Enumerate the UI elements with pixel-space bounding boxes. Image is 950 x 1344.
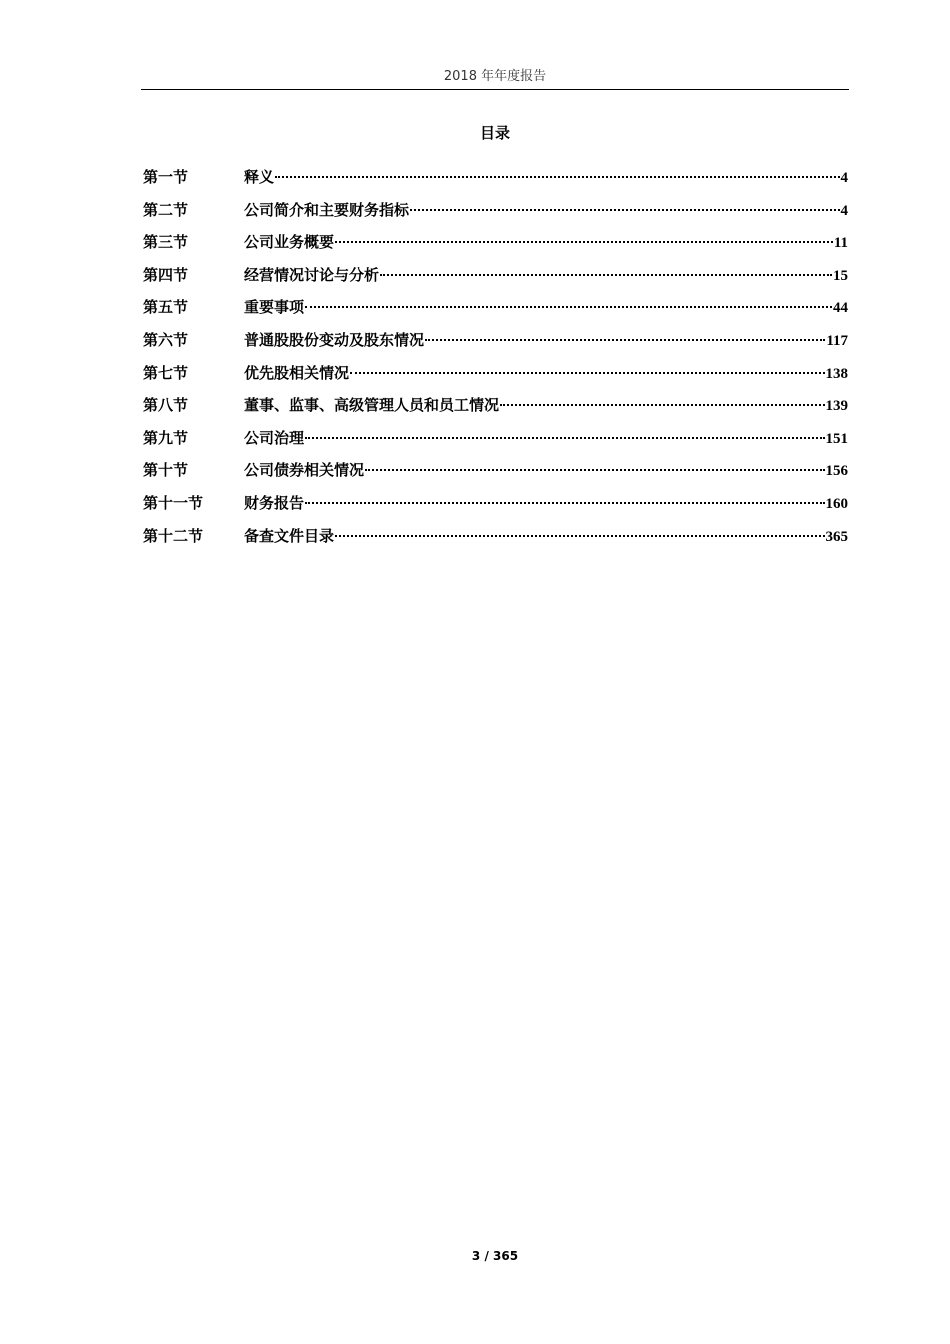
toc-section-number: 第一节 [143, 168, 189, 186]
toc-entry-label: 财务报告 [244, 493, 305, 512]
toc-page-number: 4 [840, 170, 848, 186]
toc-entry-label: 公司债券相关情况 [244, 461, 365, 480]
toc-entry-label: 经营情况讨论与分析 [244, 265, 380, 284]
toc-entry-label: 公司治理 [244, 428, 305, 447]
toc-page-number: 151 [825, 430, 848, 447]
toc-page-number: 139 [825, 398, 848, 415]
toc-page-number: 44 [833, 300, 848, 317]
toc-entry-label: 释义 [244, 168, 275, 186]
toc-entry-label: 公司简介和主要财务指标 [244, 200, 410, 219]
toc-page-number: 365 [825, 528, 848, 545]
toc-section-number: 第八节 [143, 396, 189, 415]
toc-entry-6[interactable] [143, 328, 848, 361]
dot-leader [365, 469, 824, 471]
toc-section-number: 第六节 [143, 330, 189, 349]
table-of-contents [143, 165, 848, 556]
dot-leader [305, 306, 832, 308]
toc-page-number: 15 [833, 267, 848, 284]
dot-leader [410, 209, 839, 211]
toc-section-number: 第四节 [143, 265, 189, 284]
dot-leader [350, 372, 824, 374]
toc-entry-label: 优先股相关情况 [244, 363, 350, 382]
toc-entry-label: 重要事项 [244, 298, 305, 317]
toc-page-number: 11 [833, 235, 848, 252]
toc-entry-3[interactable] [143, 230, 848, 263]
toc-entry-2[interactable] [143, 198, 848, 231]
toc-entry-label: 备查文件目录 [244, 526, 335, 545]
toc-entry-9[interactable] [143, 426, 848, 459]
running-header: 2018 年年度报告 [443, 69, 547, 84]
toc-entry-label: 董事、监事、高级管理人员和员工情况 [244, 396, 500, 415]
dot-leader [305, 437, 824, 439]
toc-page-number: 156 [825, 463, 848, 480]
toc-entry-12[interactable] [143, 524, 848, 557]
header-rule [141, 89, 849, 90]
toc-entry-10[interactable] [143, 458, 848, 491]
dot-leader [380, 274, 832, 276]
dot-leader [335, 241, 833, 243]
dot-leader [500, 404, 824, 406]
toc-entry-4[interactable] [143, 263, 848, 296]
toc-page-number: 4 [840, 202, 848, 219]
dot-leader [425, 339, 825, 341]
toc-section-number: 第三节 [143, 233, 189, 252]
toc-entry-5[interactable] [143, 295, 848, 328]
toc-section-number: 第五节 [143, 298, 189, 317]
toc-section-number: 第二节 [143, 200, 189, 219]
dot-leader [305, 502, 824, 504]
toc-section-number: 第十节 [143, 461, 189, 480]
toc-page-number: 160 [825, 495, 848, 512]
page-number-footer: 3 / 365 [471, 1249, 519, 1263]
toc-entry-label: 普通股股份变动及股东情况 [244, 330, 425, 349]
toc-section-number: 第七节 [143, 363, 189, 382]
toc-title: 目录 [479, 124, 510, 142]
toc-entry-8[interactable] [143, 393, 848, 426]
toc-section-number: 第十一节 [143, 493, 204, 512]
toc-entry-1[interactable] [143, 165, 848, 198]
dot-leader [335, 535, 824, 537]
toc-entry-label: 公司业务概要 [244, 233, 335, 252]
dot-leader [275, 176, 839, 178]
toc-section-number: 第九节 [143, 428, 189, 447]
toc-entry-7[interactable] [143, 361, 848, 394]
toc-page-number: 117 [826, 332, 848, 349]
toc-entry-11[interactable] [143, 491, 848, 524]
toc-page-number: 138 [825, 365, 848, 382]
toc-section-number: 第十二节 [143, 526, 204, 545]
